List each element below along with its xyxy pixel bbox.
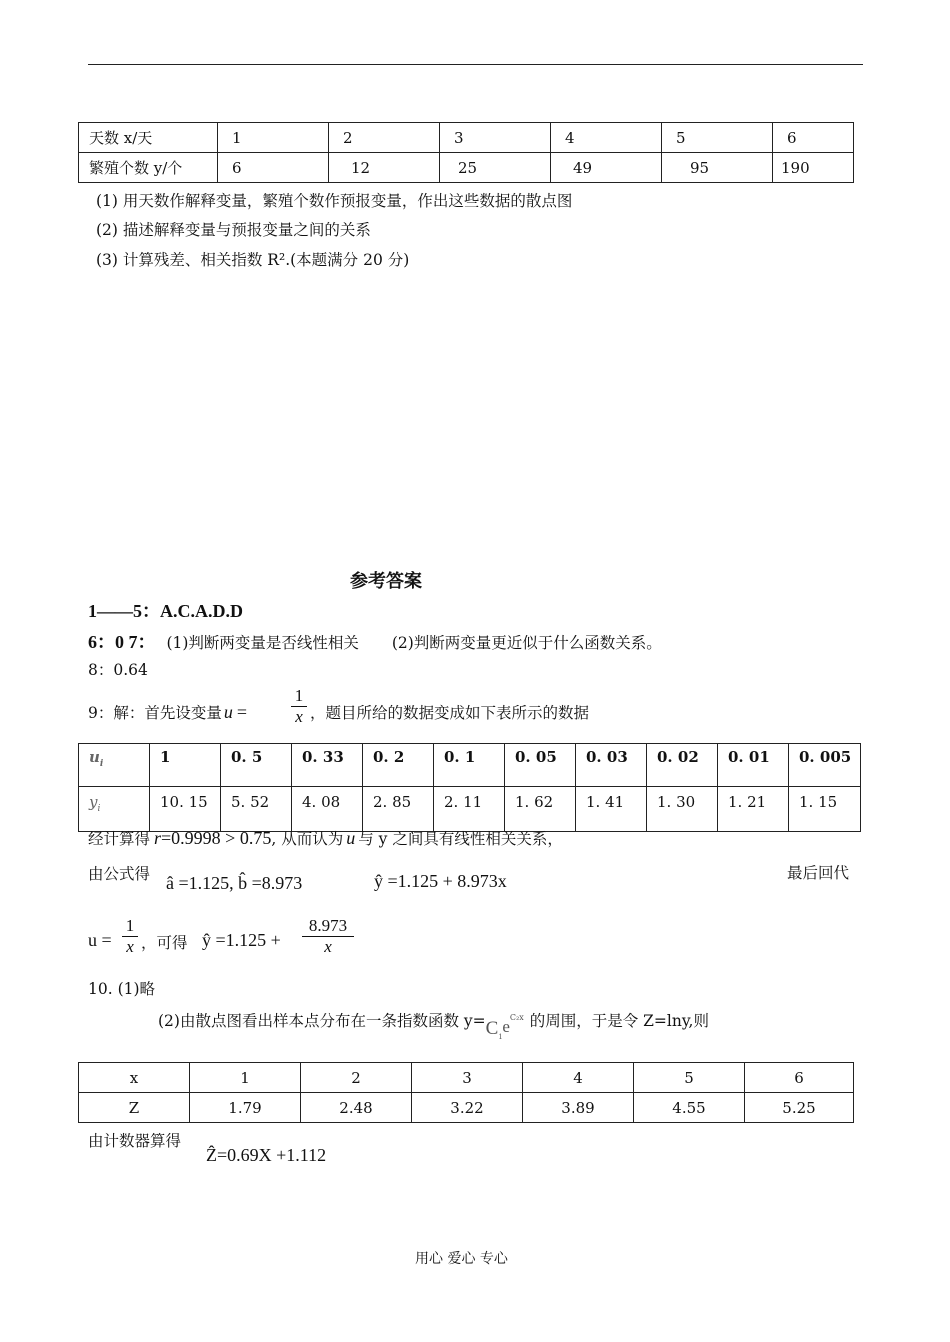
- answer-10-calc-label: 由计数器算得: [88, 1132, 182, 1150]
- table-cell: 1. 62: [505, 787, 576, 832]
- coefficients: â =1.125, b̂ =8.973: [166, 873, 303, 893]
- table-cell: 0. 05: [505, 744, 576, 787]
- table-cell: 0. 2: [363, 744, 434, 787]
- table-cell: 3.22: [412, 1093, 523, 1123]
- table-cell: 3: [412, 1063, 523, 1093]
- table-cell: 5. 52: [221, 787, 292, 832]
- z-regression-equation: Ẑ=0.69X +1.112: [206, 1145, 327, 1165]
- answer-9-intro: [88, 701, 247, 723]
- text: , 从而认为: [271, 830, 344, 848]
- table-cell: 1.79: [190, 1093, 301, 1123]
- fraction-denominator: x: [122, 936, 138, 957]
- table-cell: 0. 02: [647, 744, 718, 787]
- table-cell: 10. 15: [150, 787, 221, 832]
- var-u: u: [346, 828, 356, 848]
- question-3: (3) 计算残差、相关指数 R².(本题满分 20 分): [96, 251, 410, 269]
- fraction-1-over-x: [122, 916, 138, 957]
- table-cell: 5: [662, 123, 773, 153]
- table-cell: 12: [329, 153, 440, 183]
- table-cell: 1. 30: [647, 787, 718, 832]
- r-value: =0.9998 > 0.75: [161, 828, 272, 848]
- equals: =: [236, 702, 248, 722]
- fraction-numerator: 1: [294, 686, 304, 705]
- table-cell: 3: [440, 123, 551, 153]
- table-row: [79, 744, 861, 787]
- final-equation: ŷ =1.125 +: [202, 930, 281, 950]
- table-cell: 繁殖个数 y/个: [79, 153, 218, 183]
- table-cell: 5.25: [745, 1093, 854, 1123]
- table-cell: 0. 5: [221, 744, 292, 787]
- table-cell: 0. 1: [434, 744, 505, 787]
- table-header-y: $y_i$: [79, 787, 150, 832]
- table-cell: 0. 33: [292, 744, 363, 787]
- u-equals: u =: [88, 930, 112, 950]
- fraction-numerator: 8.973: [308, 916, 348, 935]
- table-cell: 2. 85: [363, 787, 434, 832]
- table-cell: 6: [218, 153, 329, 183]
- log-transform-table: [78, 1062, 854, 1123]
- answer-9-suffix: ，题目所给的数据变成如下表所示的数据: [310, 704, 590, 722]
- table-cell: 25: [440, 153, 551, 183]
- fraction-8973-over-x: [302, 916, 354, 957]
- fraction-1-over-x: [291, 686, 307, 727]
- table-cell: 0. 01: [718, 744, 789, 787]
- answer-9-correlation: [88, 827, 563, 849]
- answer-7-part1: (1)判断两变量是否线性相关: [166, 634, 359, 652]
- fraction-numerator: 1: [125, 916, 135, 935]
- table-cell: 1: [190, 1063, 301, 1093]
- table-cell: 49: [551, 153, 662, 183]
- fraction-denominator: x: [291, 706, 307, 727]
- c1-symbol: $C_1$: [485, 1018, 503, 1041]
- text: 与 y 之间具有线性相关关系，: [358, 830, 563, 848]
- answer-10-2: [158, 1009, 709, 1041]
- answer-10-1: 10. (1)略: [88, 980, 156, 998]
- table-cell: 天数 x/天: [79, 123, 218, 153]
- table-header-u: $u_i$: [79, 744, 150, 787]
- table-cell: 4.55: [634, 1093, 745, 1123]
- table-cell: 4. 08: [292, 787, 363, 832]
- table-cell: 4: [523, 1063, 634, 1093]
- answer-6-7-prefix: 6：0 7：: [88, 632, 156, 652]
- table-cell: 1: [218, 123, 329, 153]
- header-rule: [88, 64, 863, 65]
- table-cell: 2.48: [301, 1093, 412, 1123]
- answer-9-result-text: ，可得: [141, 934, 188, 952]
- table-row: [79, 787, 861, 832]
- table-row: [79, 1093, 854, 1123]
- exponent: C₂x: [509, 1013, 524, 1022]
- answer-9-formula-label: 由公式得: [88, 865, 151, 883]
- table-row: [79, 153, 854, 183]
- regression-equation: ŷ =1.125 + 8.973x: [374, 871, 507, 891]
- answer-1-5: 1——5：A.C.A.D.D: [88, 601, 243, 621]
- text: 的周围，于是令 Z=lny,则: [529, 1012, 709, 1030]
- answer-6-7: [88, 628, 662, 654]
- table-cell: 1: [150, 744, 221, 787]
- table-row: [79, 1063, 854, 1093]
- table-cell: 1. 41: [576, 787, 647, 832]
- table-cell: 5: [634, 1063, 745, 1093]
- table-cell: 190: [773, 153, 854, 183]
- table-cell: 2. 11: [434, 787, 505, 832]
- table-cell: x: [79, 1063, 190, 1093]
- answer-9-intro-text: 9：解：首先设变量: [88, 704, 222, 722]
- var-u: u: [223, 702, 233, 722]
- table-cell: 2: [329, 123, 440, 153]
- e-symbol: e: [502, 1017, 510, 1036]
- fraction-denominator: x: [302, 936, 354, 957]
- table-cell: 0. 005: [789, 744, 861, 787]
- answer-8: 8：0.64: [88, 661, 148, 679]
- text: 经计算得: [88, 830, 151, 848]
- text: (2)由散点图看出样本点分布在一条指数函数 y=: [158, 1012, 486, 1030]
- table-cell: 4: [551, 123, 662, 153]
- question-1: (1) 用天数作解释变量，繁殖个数作预报变量，作出这些数据的散点图: [96, 192, 573, 210]
- table-cell: 1. 21: [718, 787, 789, 832]
- transformed-data-table: [78, 743, 861, 832]
- page-footer: 用心 爱心 专心: [415, 1251, 508, 1267]
- table-cell: 1. 15: [789, 787, 861, 832]
- answer-7-part2: (2)判断两变量更近似于什么函数关系。: [391, 634, 662, 652]
- answer-title: 参考答案: [350, 571, 422, 592]
- table-cell: 6: [745, 1063, 854, 1093]
- answer-9-substitute: 最后回代: [787, 864, 850, 882]
- table-row: [79, 123, 854, 153]
- table-cell: 3.89: [523, 1093, 634, 1123]
- growth-data-table: [78, 122, 854, 183]
- var-r: r: [154, 828, 162, 848]
- table-cell: 0. 03: [576, 744, 647, 787]
- table-cell: 95: [662, 153, 773, 183]
- table-cell: 6: [773, 123, 854, 153]
- table-cell: Z: [79, 1093, 190, 1123]
- table-cell: 2: [301, 1063, 412, 1093]
- question-2: (2) 描述解释变量与预报变量之间的关系: [96, 221, 371, 239]
